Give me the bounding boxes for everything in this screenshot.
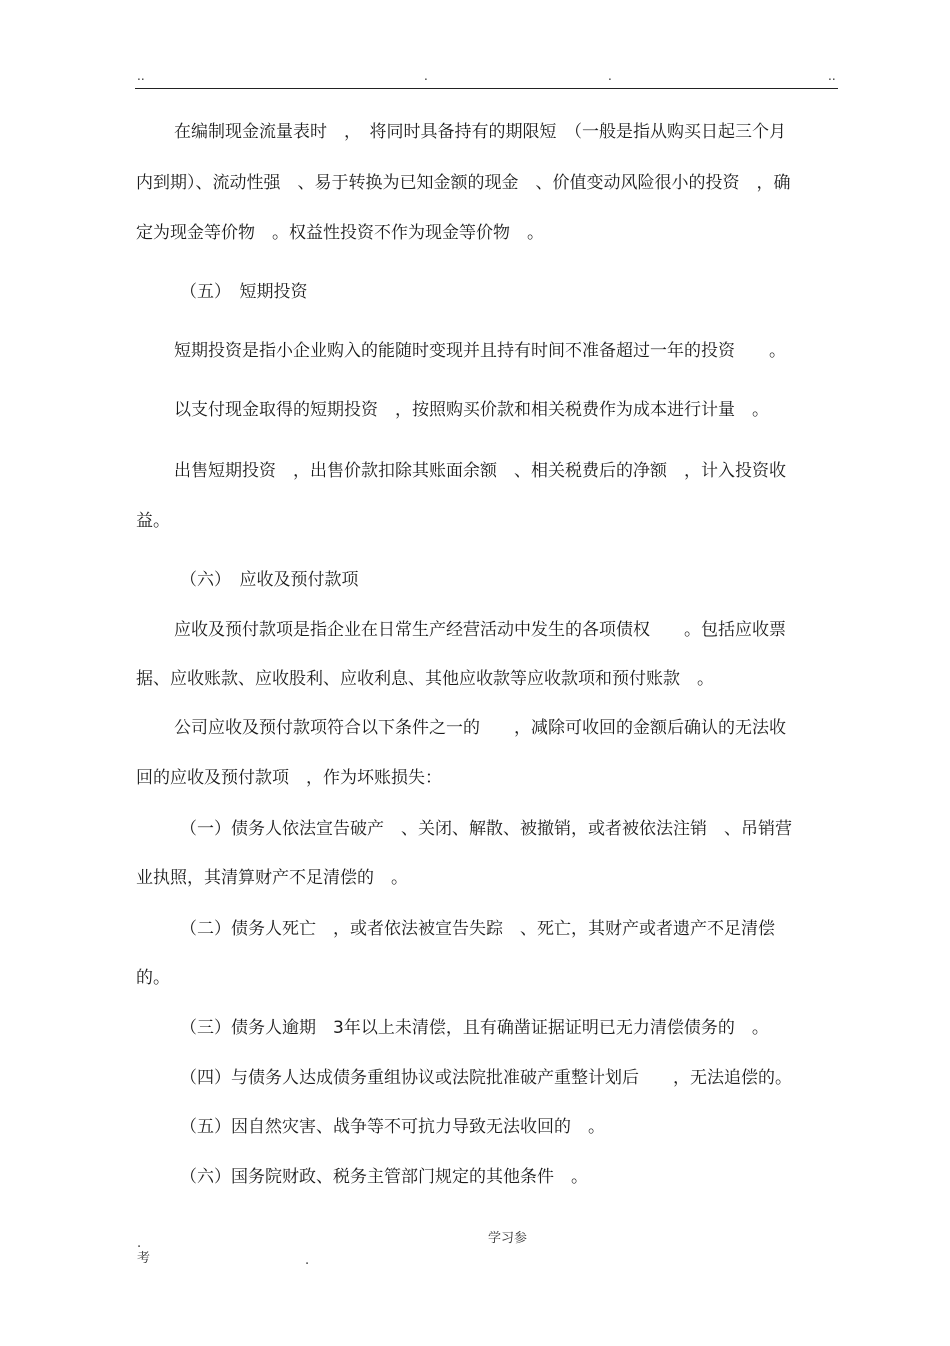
paragraph-line: 益。	[136, 511, 170, 531]
paragraph-line: 定为现金等价物 。权益性投资不作为现金等价物 。	[136, 223, 544, 243]
paragraph-line: 内到期）、流动性强 、易于转换为已知金额的现金 、价值变动风险很小的投资 ，确	[136, 173, 791, 193]
section-heading: （六） 应收及预付款项	[180, 570, 359, 590]
paragraph-line: 据、应收账款、应收股利、应收利息、其他应收款等应收款项和预付账款 。	[136, 669, 714, 689]
header-rule	[135, 88, 838, 89]
list-item-line: 业执照，其清算财产不足清偿的 。	[136, 868, 408, 888]
paragraph-line: 回的应收及预付款项 ，作为坏账损失：	[136, 768, 442, 788]
header-mark-center-right: .	[608, 69, 612, 83]
paragraph-line: 在编制现金流量表时 ， 将同时具备持有的期限短 （一般是指从购买日起三个月	[174, 122, 786, 142]
list-item-line: （一）债务人依法宣告破产 、关闭、解散、被撤销，或者被依法注销 、吊销营	[180, 819, 792, 839]
list-item-line: （五）因自然灾害、战争等不可抗力导致无法收回的 。	[180, 1117, 605, 1137]
header-mark-left: ..	[137, 69, 145, 83]
list-item-line: 的。	[136, 968, 170, 988]
list-item-line: （四）与债务人达成债务重组协议或法院批准破产重整计划后 ，无法追偿的。	[180, 1068, 792, 1088]
paragraph-line: 公司应收及预付款项符合以下条件之一的 ，减除可收回的金额后确认的无法收	[174, 718, 786, 738]
footer-right-dot: .	[305, 1253, 310, 1268]
list-item-line: （六）国务院财政、税务主管部门规定的其他条件 。	[180, 1167, 588, 1187]
paragraph-line: 以支付现金取得的短期投资 ，按照购买价款和相关税费作为成本进行计量 。	[174, 400, 769, 420]
footer-left-dot: .	[137, 1236, 142, 1251]
header-mark-right: ..	[828, 69, 836, 83]
paragraph-line: 出售短期投资 ，出售价款扣除其账面余额 、相关税费后的净额 ，计入投资收	[174, 461, 786, 481]
footer-center-text: 学习参	[488, 1231, 528, 1246]
paragraph-line: 短期投资是指小企业购入的能随时变现并且持有时间不准备超过一年的投资 。	[174, 341, 786, 361]
footer-left-text: 考	[137, 1251, 151, 1266]
section-heading: （五） 短期投资	[180, 282, 308, 302]
list-item-line: （三）债务人逾期 3年以上未清偿，且有确凿证据证明已无力清偿债务的 。	[180, 1018, 769, 1038]
header-mark-center-left: .	[424, 69, 428, 83]
paragraph-line: 应收及预付款项是指企业在日常生产经营活动中发生的各项债权 。包括应收票	[174, 620, 786, 640]
list-item-line: （二）债务人死亡 ，或者依法被宣告失踪 、死亡，其财产或者遗产不足清偿	[180, 919, 775, 939]
